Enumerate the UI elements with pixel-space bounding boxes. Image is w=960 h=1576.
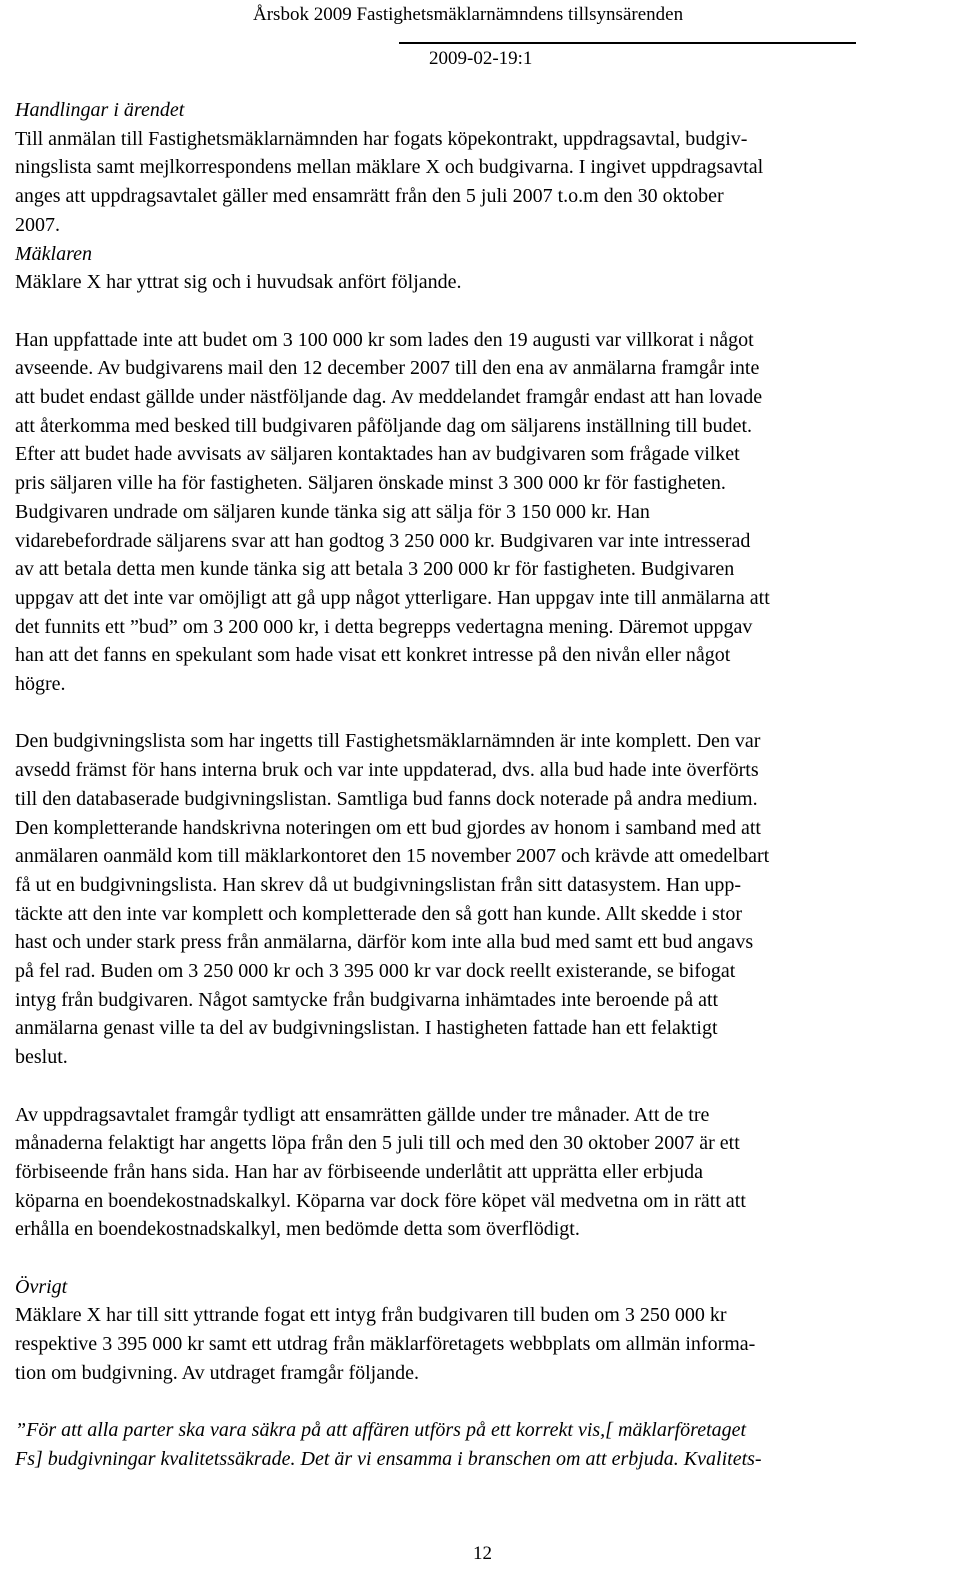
text-line: på fel rad. Buden om 3 250 000 kr och 3 395 000 kr var dock reellt existerande, se bifogat	[15, 960, 736, 983]
text-line: månaderna felaktigt har angetts löpa från den 5 juli till och med den 30 oktober 2007 är ett	[15, 1132, 740, 1155]
text-line: anges att uppdragsavtalet gäller med ensamrätt från den 5 juli 2007 t.o.m den 30 oktober	[15, 185, 724, 208]
text-line: tion om budgivning. Av utdraget framgår följande.	[15, 1361, 419, 1384]
text-line: av att betala detta men kunde tänka sig att betala 3 200 000 kr för fastigheten. Budgivaren	[15, 558, 735, 581]
text-line: avsedd främst för hans interna bruk och var inte uppdaterad, dvs. alla bud hade inte överförts	[15, 759, 759, 782]
document-date: 2009-02-19:1	[429, 48, 533, 69]
text-line: Mäklare X har yttrat sig och i huvudsak anfört följande.	[15, 271, 462, 294]
text-line: Efter att budet hade avvisats av säljaren kontaktades han av budgivaren som frågade vilket	[15, 443, 740, 466]
text-line: Den kompletterande handskrivna noteringen om ett bud gjordes av honom i samband med att	[15, 816, 761, 839]
text-line: respektive 3 395 000 kr samt ett utdrag från mäklarföretagets webbplats om allmän informa-	[15, 1333, 756, 1356]
header-rule	[399, 42, 856, 44]
paragraph-gap	[15, 297, 945, 326]
text-line: erhålla en boendekostnadskalkyl, men bedömde detta som överflödigt.	[15, 1218, 580, 1241]
text-line: vidarebefordrade säljarens svar att han godtog 3 250 000 kr. Budgivaren var inte intresserad	[15, 529, 751, 552]
text-line: avseende. Av budgivarens mail den 12 december 2007 till den ena av anmälarna framgår inte	[15, 357, 760, 380]
quote-line: Fs] budgivningar kvalitetssäkrade. Det är vi ensamma i branschen om att erbjuda. Kvalitets-	[15, 1447, 762, 1470]
page-header	[0, 0, 960, 80]
text-line: han att det fanns en spekulant som hade visat ett konkret intresse på den nivån eller något	[15, 644, 731, 667]
text-line: intyg från budgivaren. Något samtycke från budgivarna inhämtades inte beroende på att	[15, 988, 719, 1011]
text-line: till den databaserade budgivningslistan. Samtliga bud fanns dock noterade på andra medium.	[15, 787, 758, 810]
paragraph-gap	[15, 1072, 945, 1101]
text-line: ningslista samt mejlkorrespondens mellan mäklare X och budgivarna. I ingivet uppdragsavtal	[15, 156, 764, 179]
text-line: uppgav att det inte var omöjligt att gå upp något ytterligare. Han uppgav inte till anmälarna att	[15, 586, 770, 609]
text-line: täckte att den inte var komplett och kompletterade den så gott han kunde. Allt skedde i stor	[15, 902, 743, 925]
page-number: 12	[473, 1543, 492, 1564]
text-line: beslut.	[15, 1046, 68, 1069]
text-line: hast och under stark press från anmälarna, därför kom inte alla bud med samt ett bud angavs	[15, 931, 754, 954]
text-line: anmälaren oanmäld kom till mäklarkontoret den 15 november 2007 och krävde att omedelbart	[15, 845, 770, 868]
text-line: högre.	[15, 673, 66, 696]
text-line: Till anmälan till Fastighetsmäklarnämnden har fogats köpekontrakt, uppdragsavtal, budgiv-	[15, 127, 748, 150]
text-line: få ut en budgivningslista. Han skrev då ut budgivningslistan från sitt datasystem. Han upp-	[15, 873, 741, 896]
quote-line: ”För att alla parter ska vara säkra på att affären utförs på ett korrekt vis,[ mäklarföretaget	[15, 1419, 747, 1442]
section-heading-handlingar: Handlingar i ärendet	[15, 99, 185, 121]
text-line: Mäklare X har till sitt yttrande fogat ett intyg från budgivaren till buden om 3 250 000 kr	[15, 1304, 727, 1327]
section-heading-ovrigt: Övrigt	[15, 1275, 68, 1298]
section-heading-maklaren: Mäklaren	[15, 242, 93, 265]
text-line: Den budgivningslista som har ingetts till Fastighetsmäklarnämnden är inte komplett. Den var	[15, 730, 761, 753]
text-line: Av uppdragsavtalet framgår tydligt att ensamrätten gällde under tre månader. Att de tre	[15, 1103, 710, 1126]
text-line: det funnits ett ”bud” om 3 200 000 kr, i detta begrepps vedertagna mening. Däremot uppgav	[15, 615, 753, 638]
text-line: att budet endast gällde under nästföljande dag. Av meddelandet framgår endast att han lovade	[15, 386, 763, 409]
text-line: pris säljaren ville ha för fastigheten. Säljaren önskade minst 3 300 000 kr för fastigheten.	[15, 472, 726, 495]
paragraph-gap	[15, 699, 945, 728]
text-line: förbiseende från hans sida. Han har av förbiseende underlåtit att upprätta eller erbjuda	[15, 1160, 704, 1183]
text-line: att återkomma med besked till budgivaren påföljande dag om säljarens inställning till budet.	[15, 414, 753, 437]
document-body	[15, 96, 945, 1474]
text-line: Budgivaren undrade om säljaren kunde tänka sig att sälja för 3 150 000 kr. Han	[15, 500, 650, 523]
paragraph-gap	[15, 1244, 945, 1273]
text-line: 2007.	[15, 213, 60, 236]
text-line: köparna en boendekostnadskalkyl. Köparna var dock före köpet väl medvetna om in rätt att	[15, 1189, 746, 1212]
text-line: anmälarna genast ville ta del av budgivningslistan. I hastigheten fattade han ett felaktigt	[15, 1017, 718, 1040]
text-line: Han uppfattade inte att budet om 3 100 000 kr som lades den 19 augusti var villkorat i något	[15, 328, 754, 351]
paragraph-gap	[15, 1388, 945, 1417]
document-title: Årsbok 2009 Fastighetsmäklarnämndens tillsynsärenden	[253, 4, 684, 25]
